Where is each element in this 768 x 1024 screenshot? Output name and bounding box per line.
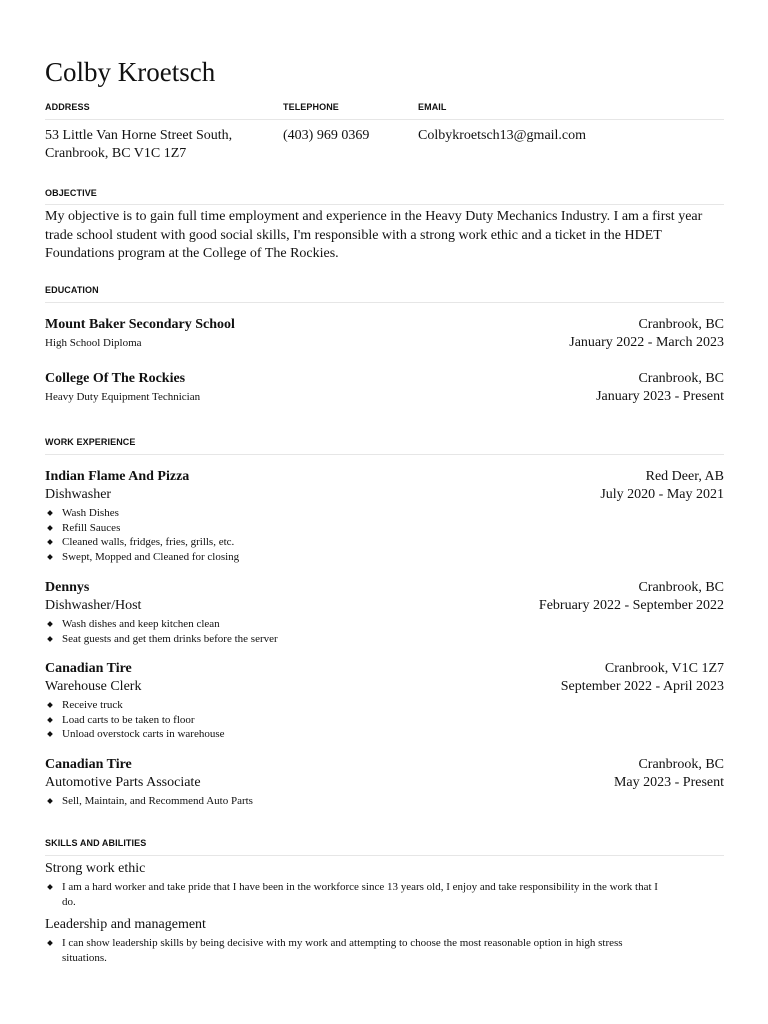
objective-divider bbox=[45, 204, 724, 205]
job-employer: Canadian Tire bbox=[45, 757, 132, 772]
skill-details bbox=[45, 880, 668, 909]
job-entry bbox=[45, 756, 724, 809]
work-divider bbox=[45, 454, 724, 455]
address-label: ADDRESS bbox=[45, 102, 90, 112]
email-value: Colbykroetsch13@gmail.com bbox=[418, 128, 587, 143]
education-dates: January 2022 - March 2023 bbox=[569, 335, 724, 350]
list-item: Swept, Mopped and Cleaned for closing bbox=[62, 550, 724, 565]
telephone-label: TELEPHONE bbox=[283, 102, 339, 112]
skill-title: Leadership and management bbox=[45, 917, 206, 932]
work-label: WORK EXPERIENCE bbox=[45, 437, 136, 447]
contact-divider bbox=[45, 119, 724, 120]
bullet-icon bbox=[47, 798, 53, 804]
candidate-name: Colby Kroetsch bbox=[45, 57, 216, 87]
objective-section bbox=[45, 188, 724, 261]
job-role: Dishwasher bbox=[45, 487, 112, 502]
list-item: Unload overstock carts in warehouse bbox=[62, 727, 724, 742]
education-divider bbox=[45, 302, 724, 303]
list-item: Receive truck bbox=[62, 698, 724, 713]
list-item: I am a hard worker and take pride that I have been in the workforce since 13 years old, I enjoy and take responsibility in the work that I do. bbox=[62, 880, 668, 909]
education-label: EDUCATION bbox=[45, 285, 99, 295]
job-duties bbox=[45, 794, 724, 809]
job-location: Cranbrook, BC bbox=[638, 757, 724, 772]
objective-text: My objective is to gain full time employment and experience in the Heavy Duty Mechanics Industry. I am a first year trade school student with good social skills, I'm responsible with a strong work ethic and a ticket in the HDET Foundations program at the College of The Rockies. bbox=[45, 209, 703, 261]
list-item: Load carts to be taken to floor bbox=[62, 713, 724, 728]
skill-details bbox=[45, 936, 668, 965]
list-item: Seat guests and get them drinks before the server bbox=[62, 632, 724, 647]
list-item: I can show leadership skills by being decisive with my work and attempting to choose the most reasonable option in high stress situations. bbox=[62, 936, 668, 965]
job-employer: Dennys bbox=[45, 580, 90, 595]
job-employer: Indian Flame And Pizza bbox=[45, 469, 190, 484]
education-location: Cranbrook, BC bbox=[638, 371, 724, 386]
address-value bbox=[45, 127, 232, 163]
list-item: Refill Sauces bbox=[62, 521, 724, 536]
bullet-icon bbox=[47, 636, 53, 642]
bullet-icon bbox=[47, 717, 53, 723]
education-credential: High School Diploma bbox=[45, 337, 142, 349]
job-dates: September 2022 - April 2023 bbox=[560, 679, 724, 694]
education-credential: Heavy Duty Equipment Technician bbox=[45, 391, 201, 403]
job-dates: February 2022 - September 2022 bbox=[538, 598, 724, 613]
job-location: Cranbrook, V1C 1Z7 bbox=[604, 661, 724, 676]
skills-label: SKILLS AND ABILITIES bbox=[45, 838, 147, 848]
skill-title: Strong work ethic bbox=[45, 861, 146, 876]
objective-label: OBJECTIVE bbox=[45, 188, 97, 198]
job-entry bbox=[45, 660, 724, 742]
job-location: Red Deer, AB bbox=[645, 469, 724, 484]
job-entry bbox=[45, 579, 724, 646]
bullet-icon bbox=[47, 525, 53, 531]
job-employer: Canadian Tire bbox=[45, 661, 132, 676]
education-dates: January 2023 - Present bbox=[596, 389, 724, 404]
job-role: Dishwasher/Host bbox=[45, 598, 142, 613]
job-duties bbox=[45, 506, 724, 564]
bullet-icon bbox=[47, 554, 53, 560]
education-entry bbox=[45, 370, 724, 406]
bullet-icon bbox=[47, 884, 53, 890]
education-section bbox=[45, 285, 724, 404]
skills-divider bbox=[45, 855, 724, 856]
bullet-icon bbox=[47, 539, 53, 545]
email-label: EMAIL bbox=[418, 102, 447, 112]
bullet-icon bbox=[47, 510, 53, 516]
list-item: Wash Dishes bbox=[62, 506, 724, 521]
bullet-icon bbox=[47, 940, 53, 946]
contact-labels bbox=[45, 102, 724, 114]
list-item: Sell, Maintain, and Recommend Auto Parts bbox=[62, 794, 724, 809]
job-dates: May 2023 - Present bbox=[613, 775, 724, 790]
list-item: Cleaned walls, fridges, fries, grills, etc. bbox=[62, 535, 724, 550]
bullet-icon bbox=[47, 621, 53, 627]
job-role: Automotive Parts Associate bbox=[45, 775, 201, 790]
work-section bbox=[45, 437, 724, 807]
bullet-icon bbox=[47, 702, 53, 708]
job-role: Warehouse Clerk bbox=[45, 679, 142, 694]
bullet-icon bbox=[47, 731, 53, 737]
education-entry bbox=[45, 316, 724, 352]
skills-section bbox=[45, 838, 724, 964]
skill-entry bbox=[45, 860, 724, 909]
skill-entry bbox=[45, 916, 724, 965]
education-school: Mount Baker Secondary School bbox=[45, 317, 235, 332]
education-location: Cranbrook, BC bbox=[638, 317, 724, 332]
job-location: Cranbrook, BC bbox=[638, 580, 724, 595]
address-line-1: 53 Little Van Horne Street South, bbox=[45, 128, 233, 143]
job-dates: July 2020 - May 2021 bbox=[600, 487, 724, 502]
address-line-2: Cranbrook, BC V1C 1Z7 bbox=[45, 146, 187, 161]
job-duties bbox=[45, 698, 724, 742]
list-item: Wash dishes and keep kitchen clean bbox=[62, 617, 724, 632]
education-school: College Of The Rockies bbox=[45, 371, 186, 386]
job-entry bbox=[45, 468, 724, 564]
telephone-value: (403) 969 0369 bbox=[283, 128, 370, 143]
job-duties bbox=[45, 617, 724, 646]
